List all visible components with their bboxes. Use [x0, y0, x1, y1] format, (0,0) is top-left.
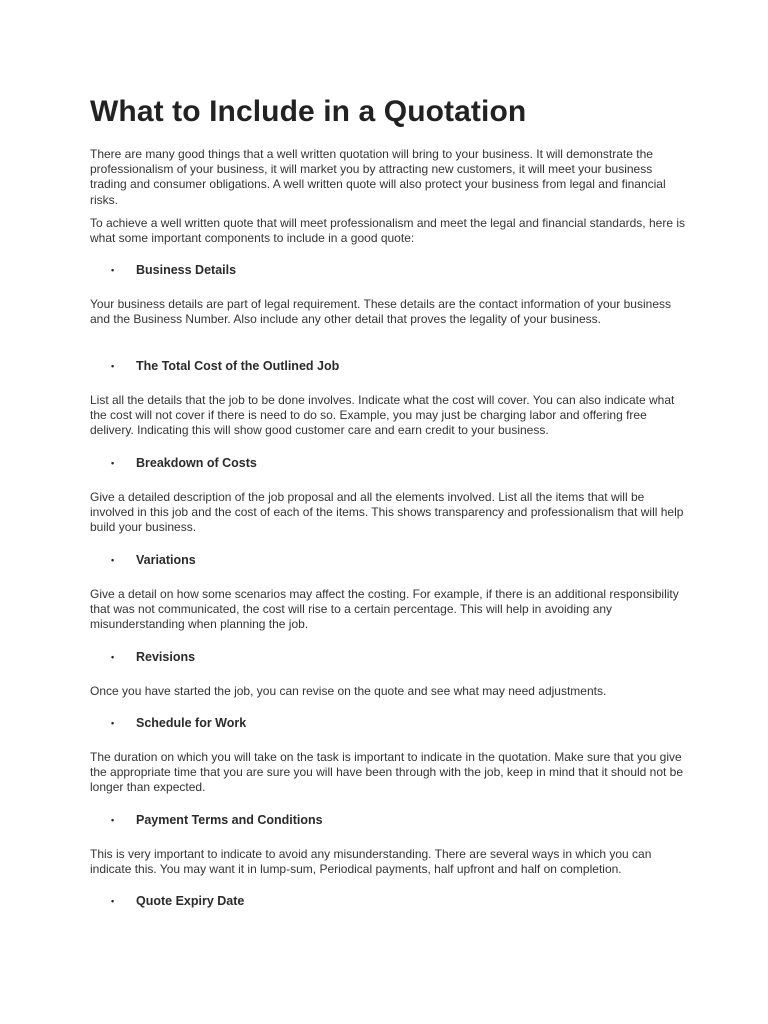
bullet-schedule-for-work — [111, 716, 246, 730]
bullet-breakdown-of-costs — [111, 456, 257, 470]
bullet-icon: • — [111, 265, 115, 275]
bullet-business-details — [111, 263, 236, 277]
bullet-icon: • — [111, 718, 115, 728]
bullet-icon: • — [111, 896, 115, 906]
bullet-icon: • — [111, 652, 115, 662]
bullet-icon: • — [111, 361, 115, 371]
bullet-heading: Quote Expiry Date — [136, 894, 245, 908]
intro-paragraph-1: There are many good things that a well written quotation will bring to your business. It will demonstrate the professionalism of your business, it will market you by attracting new customers, it will meet your business trading and consumer obligations. A well written quote will also protect your business from legal and financial risks. — [90, 147, 666, 207]
bullet-icon: • — [111, 458, 115, 468]
bullet-quote-expiry-date — [111, 894, 244, 908]
bullet-heading: Business Details — [136, 263, 237, 277]
section-body-variations: Give a detail on how some scenarios may affect the costing. For example, if there is an additional responsibility that was not communicated, the cost will rise to a certain percentage. This will help in avoiding any misunderstanding when planning the job. — [90, 587, 679, 632]
section-body-total-cost: List all the details that the job to be done involves. Indicate what the cost will cover. You can also indicate what the cost will not cover if there is need to do so. Example, you may just be charging labor and offering free delivery. Indicating this will show good customer care and earn credit to your business. — [90, 393, 675, 438]
bullet-variations — [111, 553, 196, 567]
bullet-heading: Payment Terms and Conditions — [136, 813, 323, 827]
bullet-revisions — [111, 650, 195, 664]
bullet-total-cost — [111, 359, 339, 373]
bullet-heading: The Total Cost of the Outlined Job — [136, 359, 340, 373]
section-body-revisions: Once you have started the job, you can revise on the quote and see what may need adjustments. — [90, 684, 607, 698]
bullet-heading: Breakdown of Costs — [136, 456, 257, 470]
intro-paragraph-2: To achieve a well written quote that will meet professionalism and meet the legal and financial standards, here is what some important components to include in a good quote: — [90, 216, 685, 246]
section-body-breakdown-of-costs: Give a detailed description of the job proposal and all the elements involved. List all the items that will be involved in this job and the cost of each of the items. This shows transparency and professionalism that will help build your business. — [90, 490, 684, 535]
bullet-heading: Variations — [136, 553, 196, 567]
bullet-heading: Schedule for Work — [136, 716, 247, 730]
page-title: What to Include in a Quotation — [90, 95, 527, 128]
bullet-icon: • — [111, 815, 115, 825]
section-body-payment-terms: This is very important to indicate to avoid any misunderstanding. There are several ways in which you can indicate this. You may want it in lump-sum, Periodical payments, half upfront and half on completion. — [90, 847, 652, 877]
section-body-business-details: Your business details are part of legal requirement. These details are the contact information of your business and the Business Number. Also include any other detail that proves the legality of your business. — [90, 297, 671, 327]
bullet-icon: • — [111, 555, 115, 565]
bullet-heading: Revisions — [136, 650, 196, 664]
section-body-schedule-for-work: The duration on which you will take on the task is important to indicate in the quotation. Make sure that you give the appropriate time that you are sure you will have been through with the job, keep in mind that it should not be longer than expected. — [90, 750, 684, 795]
bullet-payment-terms — [111, 813, 323, 827]
